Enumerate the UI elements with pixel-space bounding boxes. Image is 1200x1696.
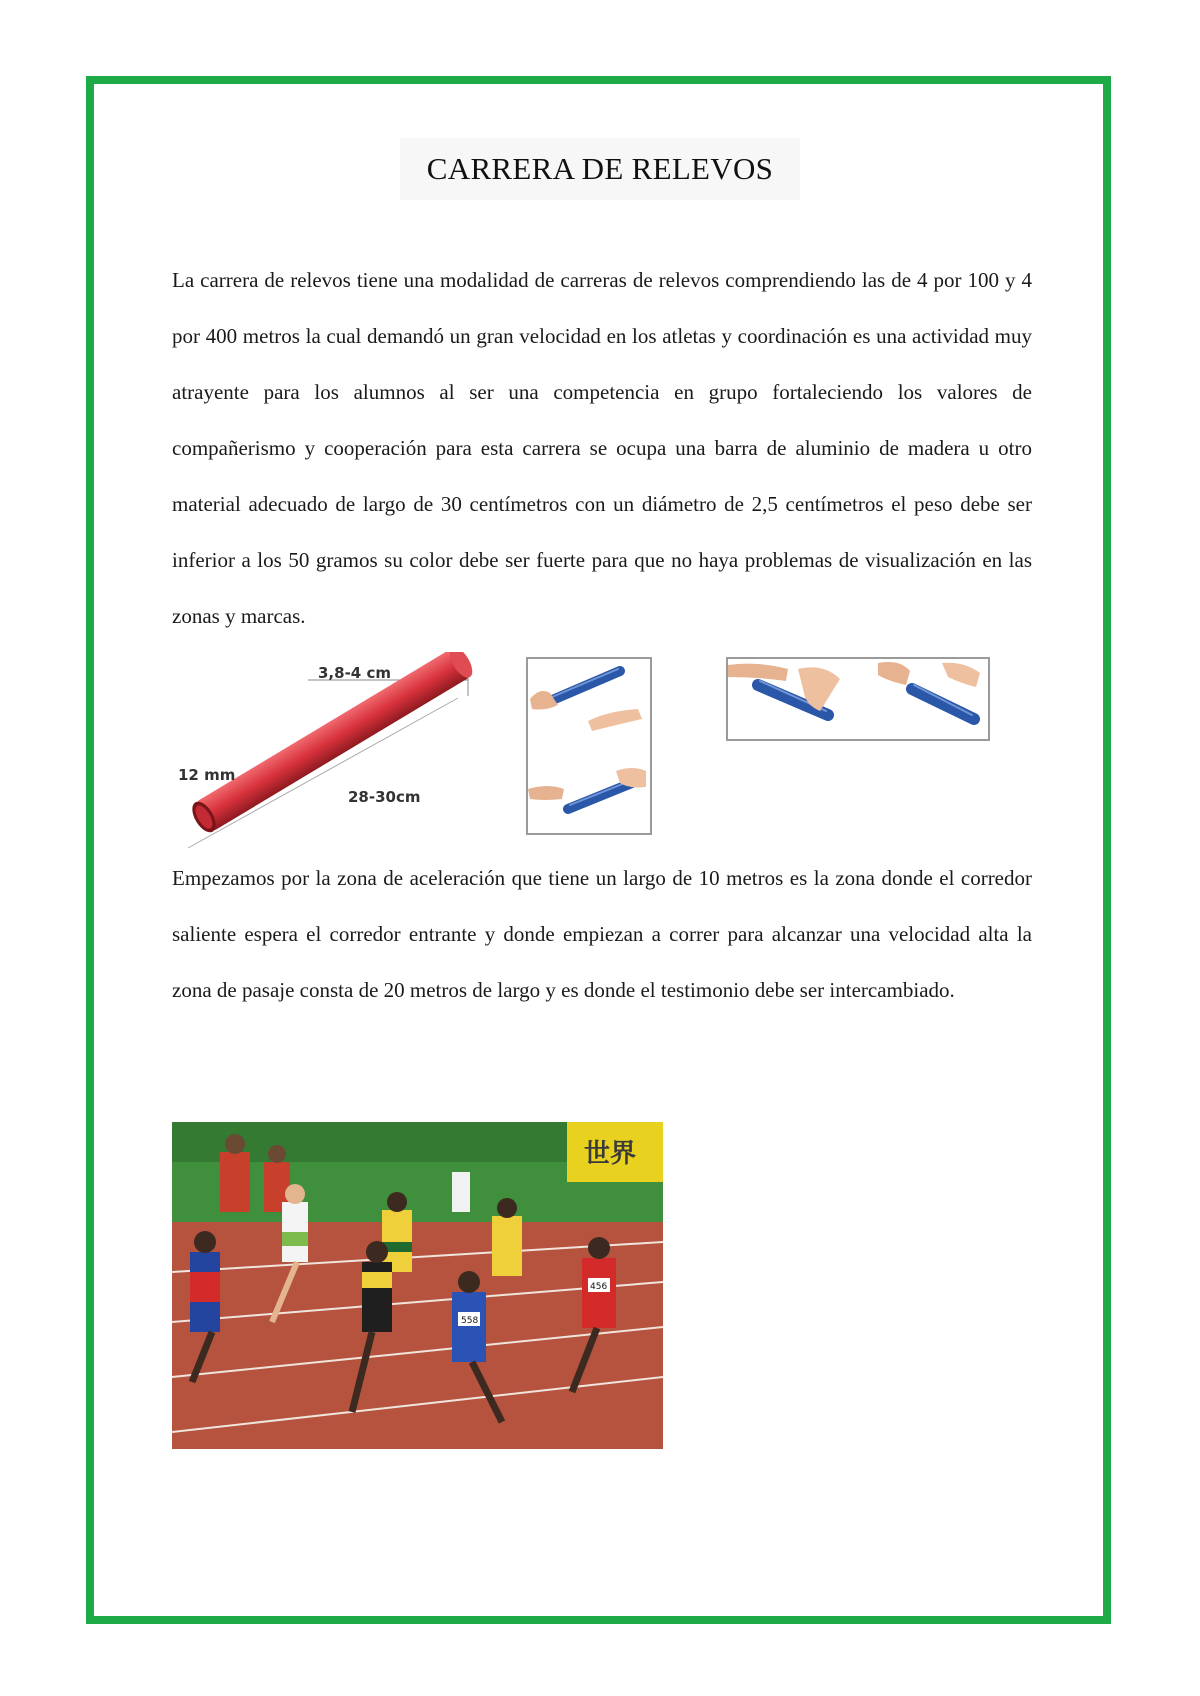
hand-left-arm xyxy=(728,664,788,681)
page-title: CARRERA DE RELEVOS xyxy=(426,151,774,186)
baton-blue-right xyxy=(912,685,974,719)
baton-pass-horizontal-image xyxy=(726,657,990,741)
hand-top-left xyxy=(530,691,558,710)
thickness-label: 12 mm xyxy=(178,766,236,784)
paragraph-intro: La carrera de relevos tiene una modalidad de carreras de relevos comprendiendo las de 4 por 100 y 4 por 400 metros la cual demandó un gran velocidad en los atletas y coordinación es una actividad muy atrayente para los alumnos al ser una competencia en grupo fortaleciendo los valores de compañerismo y cooperación para esta carrera se ocupa una barra de aluminio de madera u otro material adecuado de largo de 30 centímetros con un diámetro de 2,5 centímetros el peso debe ser inferior a los 50 gramos su color debe ser fuerte para que no haya problemas de visualización en las zonas y marcas. xyxy=(172,268,1032,628)
title-box xyxy=(400,138,800,200)
hand-top-right xyxy=(588,709,642,731)
bib-blue: 558 xyxy=(461,1316,479,1326)
hand-bottom-left xyxy=(528,786,564,800)
baton-blue-top xyxy=(550,669,620,701)
baton-diagram xyxy=(178,652,498,852)
hand-right-top xyxy=(878,662,910,685)
relay-race-photo xyxy=(172,1122,663,1449)
hand-right xyxy=(942,663,980,687)
baton-blue-bottom xyxy=(568,781,632,809)
length-label: 28-30cm xyxy=(348,788,421,806)
paragraph-zones: Empezamos por la zona de aceleración que tiene un largo de 10 metros es la zona donde el corredor saliente espera el corredor entrante y donde empiezan a correr para alcanzar una velocidad alta la zona de pasaje consta de 20 metros de largo y es donde el testimonio debe ser intercambiado. xyxy=(172,866,1032,1002)
diameter-label: 3,8-4 cm xyxy=(318,664,391,682)
photo-sign-text: 世界 xyxy=(584,1139,637,1169)
baton-pass-vertical-image xyxy=(526,657,652,835)
bib-red: 456 xyxy=(590,1282,608,1292)
